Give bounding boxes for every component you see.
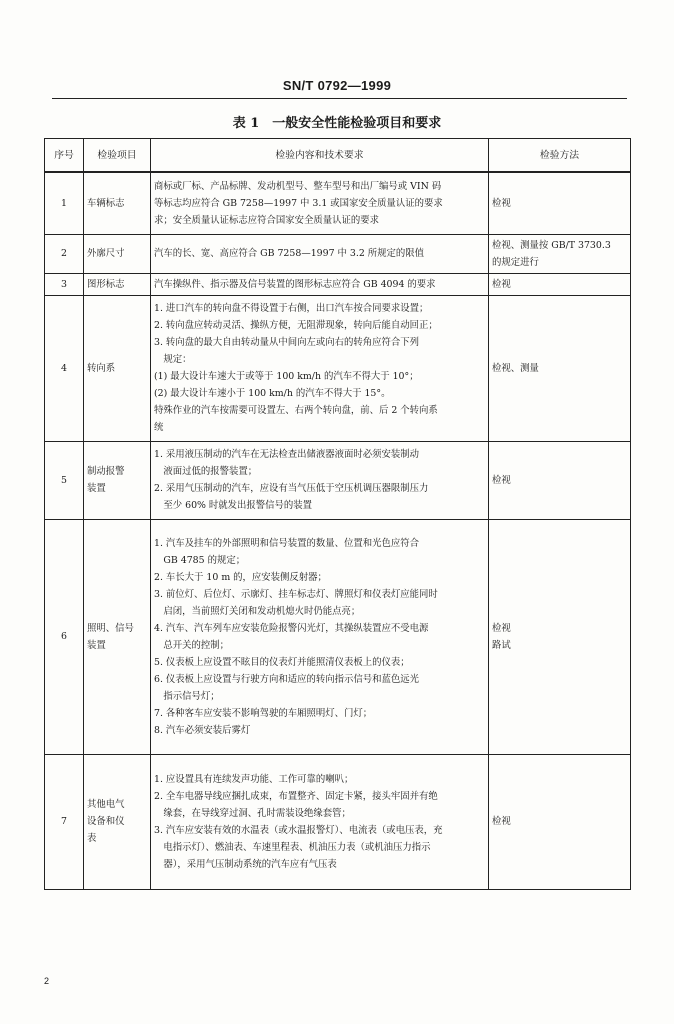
inspection-item [84, 234, 151, 273]
requirement-line: 2. 采用气压制动的汽车，应设有当气压低于空压机调压器限制压力 [154, 483, 429, 494]
table-row [45, 519, 631, 754]
inspection-method-line: 检视 [492, 197, 511, 209]
requirement-line: 2. 车长大于 10 m 的，应安装侧反射器； [154, 571, 327, 583]
inspection-method [489, 295, 631, 441]
requirement-line: 电指示灯）、燃油表、车速里程表、机油压力表（或机油压力指示 [154, 841, 431, 853]
page-number: 2 [44, 976, 50, 986]
inspection-method-line: 检视、测量按 GB/T 3730.3 [492, 239, 611, 251]
requirement-line: 器），采用气压制动系统的汽车应有气压表 [154, 858, 337, 870]
requirements-cell [151, 441, 489, 519]
requirement-line: 1. 应设置具有连续发声功能、工作可靠的喇叭； [154, 773, 354, 785]
inspection-item [84, 754, 151, 889]
inspection-method [489, 273, 631, 295]
requirement-line: 汽车的长、宽、高应符合 GB 7258—1997 中 3.2 所规定的限值 [154, 248, 425, 259]
inspection-method [489, 172, 631, 234]
inspection-method-line: 的规定进行 [492, 256, 539, 268]
inspection-method-line: 检视 [492, 474, 511, 486]
requirements-cell [151, 234, 489, 273]
inspection-method [489, 519, 631, 754]
table-row [45, 234, 631, 273]
inspection-item-line: 转向系 [87, 362, 116, 374]
requirement-line: 特殊作业的汽车按需要可设置左、右两个转向盘，前、后 2 个转向系 [154, 405, 438, 416]
requirement-line: 4. 汽车、汽车列车应安装危险报警闪光灯，其操纵装置应不受电源 [154, 622, 429, 634]
requirement-line: 求；安全质量认证标志应符合国家安全质量认证的要求 [154, 214, 380, 226]
column-header-method: 检验方法 [489, 139, 631, 173]
inspection-method-line: 检视 [492, 278, 511, 290]
requirement-line: 3. 前位灯、后位灯、示廓灯、挂车标志灯、牌照灯和仪表灯应能同时 [154, 588, 438, 600]
inspection-item [84, 441, 151, 519]
inspection-item-line: 车辆标志 [87, 197, 125, 209]
requirement-line: 7. 各种客车应安装不影响驾驶的车厢照明灯、门灯； [154, 707, 373, 719]
inspection-item-line: 装置 [87, 483, 106, 494]
table-header-row [45, 139, 631, 173]
requirement-line: 指示信号灯； [154, 690, 220, 702]
table-row [45, 754, 631, 889]
inspection-method-line: 检视 [492, 816, 511, 827]
requirement-line: 启闭，当前照灯关闭和发动机熄火时仍能点亮； [154, 605, 361, 617]
requirement-line: (1) 最大设计车速大于或等于 100 km/h 的汽车不得大于 10°； [154, 371, 419, 382]
requirement-line: 缘套，在导线穿过洞、孔时需装设绝缘套管； [154, 807, 351, 819]
inspection-item [84, 273, 151, 295]
requirements-cell [151, 273, 489, 295]
requirement-line: 至少 60% 时就发出报警信号的装置 [154, 500, 313, 511]
requirement-line: 2. 全车电器导线应捆扎成束，布置整齐、固定卡紧，接头牢固并有绝 [154, 790, 438, 802]
inspection-method [489, 234, 631, 273]
requirement-line: 6. 仪表板上应设置与行驶方向和适应的转向指示信号和蓝色远光 [154, 673, 420, 685]
table-body [45, 172, 631, 889]
row-number: 7 [45, 754, 84, 889]
table-row [45, 295, 631, 441]
requirement-line: 总开关的控制； [154, 639, 230, 651]
row-number: 1 [45, 172, 84, 234]
requirement-line: 1. 采用液压制动的汽车在无法检查出储液器液面时必须安装制动 [154, 449, 420, 460]
requirement-line: 1. 进口汽车的转向盘不得设置于右侧，出口汽车按合同要求设置； [154, 303, 429, 314]
header-rule [52, 98, 627, 99]
table-title: 表 1 一般安全性能检验项目和要求 [232, 116, 442, 131]
inspection-method [489, 754, 631, 889]
inspection-item-line: 外廓尺寸 [87, 248, 125, 259]
requirements-cell [151, 754, 489, 889]
requirement-line: 8. 汽车必须安装后雾灯 [154, 724, 251, 736]
row-number: 6 [45, 519, 84, 754]
table-row [45, 273, 631, 295]
inspection-item [84, 172, 151, 234]
inspection-method-line: 检视 [492, 622, 511, 634]
row-number: 3 [45, 273, 84, 295]
inspection-method [489, 441, 631, 519]
inspection-item [84, 295, 151, 441]
inspection-item-line: 设备和仪 [87, 816, 125, 827]
inspection-item-line: 制动报警 [87, 466, 125, 477]
inspection-method-line: 检视、测量 [492, 362, 539, 374]
inspection-table [44, 138, 631, 890]
requirement-line: 2. 转向盘应转动灵活、操纵方便，无阻滞现象，转向后能自动回正； [154, 320, 438, 331]
requirement-line: 3. 转向盘的最大自由转动量从中间向左或向右的转角应符合下列 [154, 337, 420, 348]
requirement-line: GB 4785 的规定； [154, 554, 246, 566]
inspection-item-line: 其他电气 [87, 799, 125, 810]
row-number: 5 [45, 441, 84, 519]
table-row [45, 441, 631, 519]
requirement-line: 等标志均应符合 GB 7258—1997 中 3.1 或国家安全质量认证的要求 [154, 197, 443, 209]
table-row [45, 172, 631, 234]
requirements-cell [151, 172, 489, 234]
column-header-no: 序号 [45, 139, 84, 173]
requirement-line: 1. 汽车及挂车的外部照明和信号装置的数量、位置和光色应符合 [154, 537, 420, 549]
inspection-method-line: 路试 [492, 639, 511, 651]
requirements-cell [151, 519, 489, 754]
inspection-item-line: 表 [87, 833, 97, 844]
row-number: 2 [45, 234, 84, 273]
inspection-item [84, 519, 151, 754]
inspection-item-line: 照明、信号 [87, 622, 134, 634]
requirement-line: 商标或厂标、产品标牌、发动机型号、整车型号和出厂编号或 VIN 码 [154, 180, 442, 192]
standard-number: SN/T 0792—1999 [282, 78, 392, 93]
requirement-line: 液面过低的报警装置； [154, 466, 258, 477]
column-header-requirements: 检验内容和技术要求 [151, 139, 489, 173]
row-number: 4 [45, 295, 84, 441]
requirement-line: (2) 最大设计车速小于 100 km/h 的汽车不得大于 15°。 [154, 388, 391, 399]
column-header-item: 检验项目 [84, 139, 151, 173]
requirements-cell [151, 295, 489, 441]
inspection-item-line: 图形标志 [87, 278, 125, 290]
requirement-line: 3. 汽车应安装有效的水温表（或水温报警灯）、电流表（或电压表，充 [154, 824, 443, 836]
requirement-line: 汽车操纵件、指示器及信号装置的图形标志应符合 GB 4094 的要求 [154, 278, 436, 290]
requirement-line: 统 [154, 422, 164, 433]
inspection-item-line: 装置 [87, 639, 106, 651]
requirement-line: 规定： [154, 354, 192, 365]
requirement-line: 5. 仪表板上应设置不眩目的仪表灯并能照清仪表板上的仪表； [154, 656, 410, 668]
